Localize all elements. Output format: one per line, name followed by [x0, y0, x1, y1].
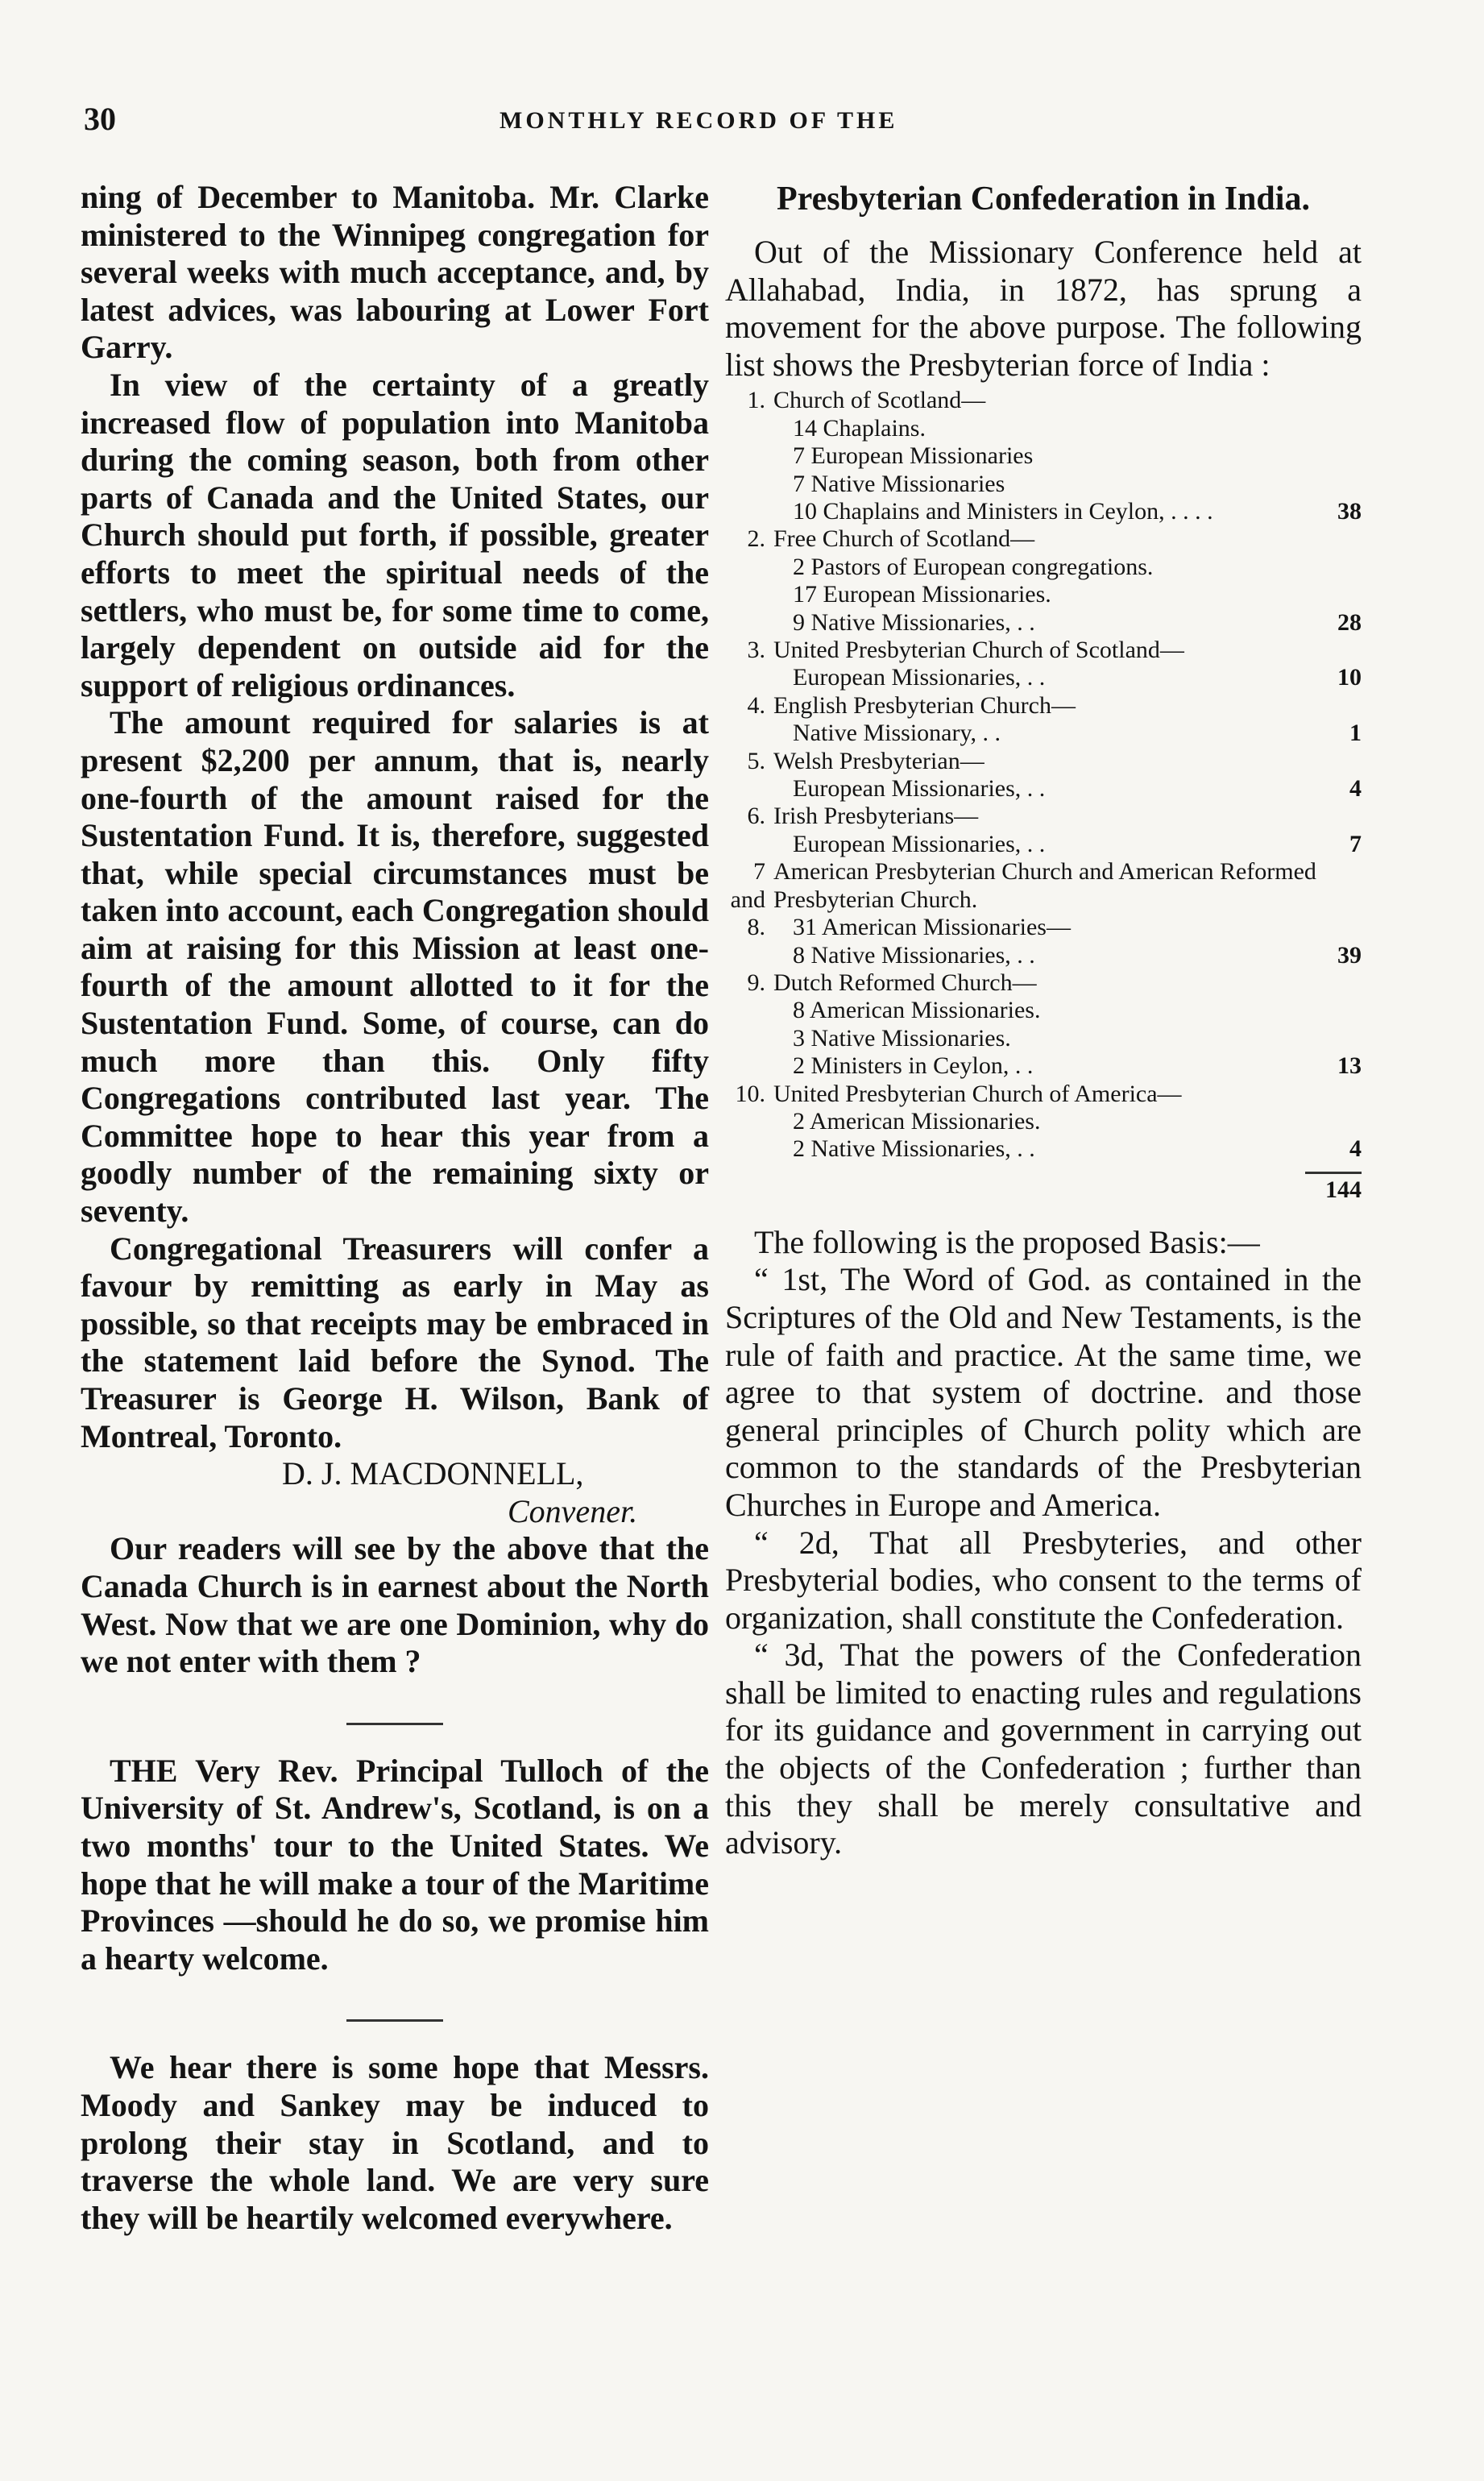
list-item-detail-text: 31 American Missionaries— — [793, 914, 1071, 941]
list-item — [725, 748, 1362, 803]
list-item-body — [773, 525, 1362, 637]
list-item-church: American Presbyterian Church and American Reformed Presbyterian Church. — [773, 858, 1316, 913]
list-item-detail-text: Native Missionary, . . — [793, 720, 1001, 747]
list-item-number: 2. — [747, 525, 765, 553]
right-column — [725, 179, 1362, 1862]
list-item-total: 28 — [1337, 608, 1362, 636]
list-item — [725, 692, 1362, 748]
list-item-body — [773, 1081, 1362, 1164]
list-item-detail-text: 2 Pastors of European congregations. — [793, 553, 1154, 580]
paragraph-basis-lead: The following is the proposed Basis:— — [754, 1223, 1260, 1260]
list-item-church: United Presbyterian Church of Scotland— — [773, 637, 1184, 664]
list-item-number: 9. — [747, 969, 765, 996]
list-item-detail-text: 10 Chaplains and Ministers in Ceylon, . . . . — [793, 498, 1213, 525]
list-item-detail — [773, 442, 1362, 470]
list-item-detail — [773, 664, 1362, 691]
list-item-detail — [773, 831, 1362, 858]
list-item-detail — [773, 471, 1362, 498]
presbyterian-force-list — [725, 387, 1362, 1163]
list-item-detail-text: 3 Native Missionaries. — [793, 1024, 1011, 1052]
paragraph-intro: Out of the Missionary Conference held at Allahabad, India, in 1872, has sprung a movement for the above purpose. The following list shows the Presbyterian force of India : — [725, 234, 1362, 383]
list-item-detail — [773, 775, 1362, 803]
list-item — [725, 858, 1362, 969]
left-column — [81, 179, 709, 2237]
article-title: Presbyterian Confederation in India. — [777, 180, 1310, 218]
list-item-number: 5. — [747, 747, 765, 774]
list-item-total: 38 — [1337, 498, 1362, 525]
signature-name: D. J. MACDONNELL, — [282, 1455, 584, 1492]
list-item-total: 7 — [1349, 830, 1362, 857]
paragraph-basis-second: “ 2d, That all Presbyteries, and other Presbyterial bodies, who consent to the terms of organization, shall constitute the Confederation. — [725, 1524, 1362, 1636]
list-item — [725, 969, 1362, 1081]
paragraph-tulloch-lead: THE — [110, 1752, 178, 1789]
list-item-detail-text: 14 Chaplains. — [793, 414, 926, 442]
list-item-number: 7 and 8. — [730, 858, 765, 941]
list-item-total: 4 — [1349, 1135, 1362, 1163]
list-item-detail — [773, 1052, 1362, 1080]
paragraph-tulloch-body: Very Rev. Principal Tulloch of the University of St. Andrew's, Scotland, is on a two months' tour to the United States. We hope that he will make a tour of the Maritime Provinces —should he do so, we promise him a hearty welcome. — [81, 1752, 710, 1977]
list-item-detail-text: 2 Ministers in Ceylon, . . — [793, 1052, 1034, 1080]
list-item-detail-text: European Missionaries, . . — [793, 775, 1046, 803]
paragraph-basis-third: “ 3d, That the powers of the Confederation shall be limited to enacting rules and regulations for its guidance and government in carrying out the objects of the Confederation ; further than this they shall be merely consultative and advisory. — [725, 1637, 1362, 1861]
list-item-church: Church of Scotland— — [773, 387, 986, 414]
list-item-body — [773, 637, 1362, 692]
list-item-detail-text: 8 Native Missionaries, . . — [793, 941, 1035, 969]
list-item-detail-text: 2 Native Missionaries, . . — [793, 1135, 1035, 1163]
list-item-body — [773, 692, 1362, 748]
page-number: 30 — [84, 101, 116, 137]
basis-section — [725, 1224, 1362, 1862]
list-item-detail — [773, 581, 1362, 608]
list-item-total: 10 — [1337, 664, 1362, 691]
grand-total: 144 — [1325, 1176, 1362, 1203]
list-item — [725, 525, 1362, 637]
list-item-number: 6. — [747, 803, 765, 830]
list-item-church: English Presbyterian Church— — [773, 691, 1076, 719]
list-item — [725, 637, 1362, 692]
list-item-body — [773, 803, 1362, 858]
list-item-detail — [773, 1025, 1362, 1052]
list-item — [725, 1081, 1362, 1164]
signature-role: Convener. — [508, 1492, 638, 1529]
list-item-detail — [773, 498, 1362, 525]
list-item-detail — [773, 720, 1362, 747]
paragraph-tulloch — [81, 1753, 709, 1978]
list-item-detail — [773, 415, 1362, 442]
list-item-detail — [773, 1135, 1362, 1163]
list-item-detail-text: 7 Native Missionaries — [793, 470, 1005, 497]
list-item-number: 3. — [747, 637, 765, 664]
paragraph-manitoba-continued: ning of December to Manitoba. Mr. Clarke ministered to the Winnipeg congregation for several weeks with much acceptance, and, by latest advices, was labouring at Lower Fort Garry. — [81, 179, 709, 366]
list-item-church: Irish Presbyterians— — [773, 803, 979, 830]
list-item-detail-text: 9 Native Missionaries, . . — [793, 608, 1035, 636]
list-item-church: Welsh Presbyterian— — [773, 747, 984, 774]
list-item-body — [773, 858, 1362, 969]
list-item-body — [773, 387, 1362, 525]
list-item-detail — [773, 997, 1362, 1024]
paragraph-basis-first: “ 1st, The Word of God. as contained in the Scriptures of the Old and New Testaments, is the rule of faith and practice. At the same time, we agree to that system of doctrine. and those general principles of Church polity which are common to the standards of the Presbyterian Churches in Europe and America. — [725, 1261, 1362, 1523]
paragraph-moody-sankey: We hear there is some hope that Messrs. Moody and Sankey may be induced to prolong their stay in Scotland, and to traverse the whole land. We are very sure they will be heartily welcomed everywhere. — [81, 2049, 709, 2236]
list-item-body — [773, 969, 1362, 1081]
list-item-total: 39 — [1337, 941, 1362, 969]
signature — [81, 1455, 709, 1530]
list-item-detail-text: 17 European Missionaries. — [793, 581, 1051, 608]
list-item-detail — [773, 1108, 1362, 1135]
list-item-body — [773, 748, 1362, 803]
section-divider — [346, 2019, 443, 2022]
list-item-detail — [773, 942, 1362, 969]
paragraph-north-west: Our readers will see by the above that the Canada Church is in earnest about the North West. Now that we are one Dominion, why do we not enter with them ? — [81, 1530, 709, 1680]
paragraph-salaries: The amount required for salaries is at present $2,200 per annum, that is, nearly one-fourth of the amount raised for the Sustentation Fund. It is, therefore, suggested that, while special circumstances must be taken into account, each Congregation should aim at raising for this Mission at least one-fourth of the amount allotted to it for the Sustentation Fund. Some, of course, can do much more than this. Only fifty Congregations contributed last year. The Committee hope to hear this year from a goodly number of the remaining sixty or seventy. — [81, 704, 709, 1230]
section-divider — [346, 1723, 443, 1725]
list-item — [725, 803, 1362, 858]
list-item-detail-text: 8 American Missionaries. — [793, 997, 1041, 1024]
list-item-number: 10. — [735, 1080, 765, 1107]
list-item-total: 4 — [1349, 775, 1362, 803]
list-item-total: 1 — [1349, 720, 1362, 747]
list-item-total: 13 — [1337, 1052, 1362, 1080]
running-title: MONTHLY RECORD OF THE — [500, 107, 898, 134]
list-item-church: Dutch Reformed Church— — [773, 969, 1037, 996]
list-item-number: 4. — [747, 691, 765, 719]
list-item-detail-text: European Missionaries, . . — [793, 830, 1046, 857]
paragraph-treasurers: Congregational Treasurers will confer a favour by remitting as early in May as possible, so that receipts may be embraced in the statement laid before the Synod. The Treasurer is George H. Wilson, Bank of Montreal, Toronto. — [81, 1230, 709, 1454]
list-item — [725, 387, 1362, 525]
list-item-detail — [773, 609, 1362, 637]
list-item-detail-text: European Missionaries, . . — [793, 664, 1046, 691]
list-item-number: 1. — [747, 387, 765, 414]
list-item-detail — [773, 554, 1362, 581]
running-head — [0, 100, 1484, 148]
list-item-church: United Presbyterian Church of America— — [773, 1080, 1182, 1107]
list-item-church: Free Church of Scotland— — [773, 525, 1035, 553]
paragraph-population: In view of the certainty of a greatly increased flow of population into Manitoba during the coming season, both from other parts of Canada and the United States, our Church should put forth, if possible, greater efforts to meet the spiritual needs of the settlers, who must be, for some time to come, largely dependent on outside aid for the support of religious ordinances. — [81, 366, 709, 703]
list-item-detail-text: 2 American Missionaries. — [793, 1107, 1041, 1135]
list-item-detail — [773, 914, 1362, 941]
list-item-detail-text: 7 European Missionaries — [793, 442, 1034, 470]
